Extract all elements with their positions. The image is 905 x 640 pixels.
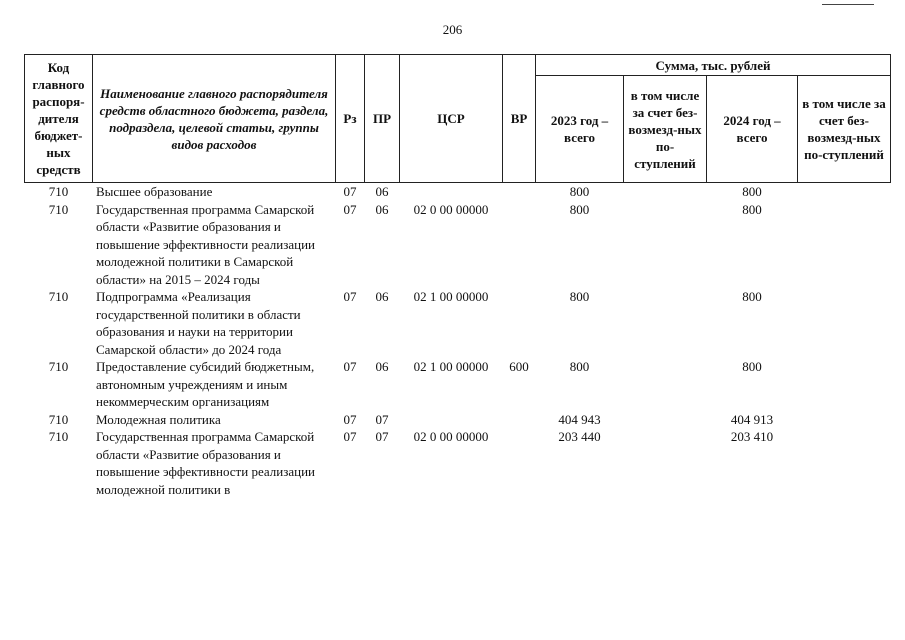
- cell-name: Государственная программа Самарской области «Развитие образования и повышение эффективности реализации молодежной политики в Самарской области» на 2015 – 2024 годы: [96, 201, 315, 287]
- cell-rz: 07: [343, 184, 357, 199]
- cell-code: 710: [48, 429, 69, 444]
- cell-name: Государственная программа Самарской области «Развитие образования и повышение эффективности реализации молодежной политики в: [96, 429, 315, 497]
- cell-csr: [400, 183, 503, 201]
- cell-pr: 07: [375, 411, 389, 427]
- cell-vr: 600: [509, 359, 529, 374]
- cell-2024-gratuitous: [798, 428, 891, 498]
- cell-pr: 06: [375, 201, 389, 217]
- cell-vr: [503, 428, 536, 498]
- cell-2024-gratuitous: [798, 201, 891, 289]
- cell-csr: 02 0 00 00000: [413, 429, 489, 444]
- page-number: 206: [442, 22, 463, 37]
- cell-pr: 07: [375, 429, 389, 444]
- table-row: [25, 183, 891, 201]
- cell-rz: 07: [343, 359, 357, 374]
- top-rule: [822, 4, 874, 5]
- cell-rz: 07: [343, 411, 357, 427]
- table-row: [25, 358, 891, 411]
- header-name: Наименование главного распорядителя средств областного бюджета, раздела, подраздела, целевой статьи, группы видов расходов: [93, 55, 336, 183]
- table-row: [25, 428, 891, 498]
- cell-csr: 02 1 00 00000: [413, 359, 489, 374]
- cell-vr: [503, 288, 536, 358]
- cell-rz: 07: [343, 289, 357, 304]
- cell-pr: 06: [375, 184, 389, 199]
- cell-2024-total: 404 913: [730, 411, 774, 427]
- cell-2024-gratuitous: [798, 411, 891, 429]
- header-rz: Рз: [336, 55, 365, 183]
- cell-2024-total: 800: [742, 289, 762, 304]
- cell-vr: [503, 411, 536, 429]
- header-2024-gratuitous: в том числе за счет без-возмезд-ных по-ступлений: [798, 76, 891, 183]
- cell-2023-gratuitous: [624, 358, 707, 411]
- cell-csr: [400, 411, 503, 429]
- cell-2023-total: 800: [569, 201, 590, 217]
- cell-rz: 07: [343, 201, 357, 217]
- table-row: [25, 288, 891, 358]
- cell-2024-gratuitous: [798, 288, 891, 358]
- cell-2024-total: 203 410: [730, 429, 774, 444]
- cell-2023-total: 800: [569, 289, 590, 304]
- header-csr: ЦСР: [400, 55, 503, 183]
- cell-2023-gratuitous: [624, 288, 707, 358]
- cell-csr: 02 0 00 00000: [413, 201, 489, 217]
- header-code: Код главного распоря-дителя бюджет-ных средств: [25, 55, 93, 183]
- cell-name: Подпрограмма «Реализация государственной политики в области образования и науки на территории Самарской области» до 2024 года: [96, 289, 301, 357]
- cell-vr: [503, 183, 536, 201]
- cell-code: 710: [48, 359, 69, 374]
- cell-name: Предоставление субсидий бюджетным, автономным учреждениям и иным некоммерческим организациям: [96, 359, 315, 409]
- cell-2023-gratuitous: [624, 201, 707, 289]
- cell-2024-gratuitous: [798, 358, 891, 411]
- cell-2024-gratuitous: [798, 183, 891, 201]
- cell-pr: 06: [375, 359, 389, 374]
- header-pr: ПР: [365, 55, 400, 183]
- cell-csr: 02 1 00 00000: [413, 289, 489, 304]
- table-row: [25, 411, 891, 429]
- header-sum-group: Сумма, тыс. рублей: [536, 55, 891, 76]
- header-vr: ВР: [503, 55, 536, 183]
- header-2023-gratuitous: в том числе за счет без-возмезд-ных по-ступлений: [624, 76, 707, 183]
- cell-name: Высшее образование: [96, 184, 213, 199]
- cell-rz: 07: [343, 429, 357, 444]
- cell-2023-total: 800: [569, 184, 590, 199]
- cell-code: 710: [48, 289, 69, 304]
- cell-2023-total: 203 440: [558, 429, 601, 444]
- budget-table: [24, 54, 891, 498]
- cell-code: 710: [48, 411, 69, 427]
- cell-vr: [503, 201, 536, 289]
- cell-code: 710: [48, 201, 69, 217]
- header-2024-total: 2024 год – всего: [707, 76, 798, 183]
- cell-2024-total: 800: [742, 184, 762, 199]
- cell-2023-total: 404 943: [558, 411, 601, 427]
- header-row-1: [25, 55, 891, 76]
- cell-2024-total: 800: [742, 201, 762, 217]
- cell-2023-gratuitous: [624, 183, 707, 201]
- cell-code: 710: [48, 184, 69, 199]
- cell-2024-total: 800: [742, 359, 762, 374]
- cell-pr: 06: [375, 289, 389, 304]
- cell-2023-total: 800: [569, 359, 590, 374]
- table-row: [25, 201, 891, 289]
- cell-2023-gratuitous: [624, 428, 707, 498]
- cell-name: Молодежная политика: [96, 411, 221, 427]
- header-2023-total: 2023 год – всего: [536, 76, 624, 183]
- cell-2023-gratuitous: [624, 411, 707, 429]
